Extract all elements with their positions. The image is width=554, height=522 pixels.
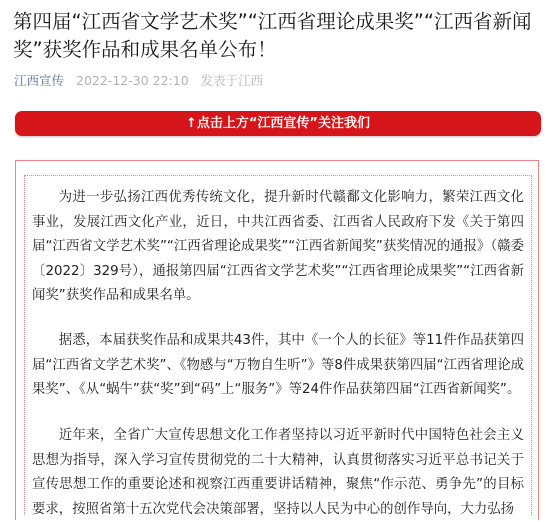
follow-banner-button[interactable]: ↑点击上方“江西宣传”关注我们 (15, 111, 541, 136)
account-name-link[interactable]: 江西宣传 (14, 73, 65, 88)
article-title: 第四届“江西省文学艺术奖”“江西省理论成果奖”“江西省新闻奖”获奖作品和成果名单公布！ (13, 10, 532, 61)
paragraph-intro: 为进一步弘扬江西优秀传统文化，提升新时代赣鄱文化影响力，繁荣江西文化事业，发展江西文化产业，近日，中共江西省委、江西省人民政府下发《关于第四届“江西省文学艺术奖”“江西省理论成果奖”“江西省新闻奖”获奖情况的通报》（赣委〔2022〕329号），通报第四届“江西省文学艺术奖”“江西省理论成果奖”“江西省新闻奖”获奖作品和成果名单。 (32, 190, 524, 303)
paragraph-awards: 据悉，本届获奖作品和成果共43件，其中《一个人的长征》等11件作品获第四届“江西省文学艺术奖”、《物感与“万物自生听”》等8件成果获第四届“江西省理论成果奖”、《从“蜗牛”获“奖”到“码”上“服务”》等24件作品获第四届“江西省新闻奖”。 (32, 333, 524, 397)
publish-location: 发表于江西 (200, 73, 264, 88)
publish-time: 2022-12-30 22:10 (76, 73, 189, 88)
paragraph-background: 近年来，全省广大宣传思想文化工作者坚持以习近平新时代中国特色社会主义思想为指导，深入学习宣传贯彻党的二十大精神，认真贯彻落实习近平总书记关于宣传思想工作的重要论述和视察江西重要讲话精神，聚焦“作示范、勇争先”的目标要求，按照省第十五次党代会决策部署，坚持以人民为中心的创作导向，大力弘扬 (32, 428, 524, 517)
article-meta (14, 71, 263, 89)
